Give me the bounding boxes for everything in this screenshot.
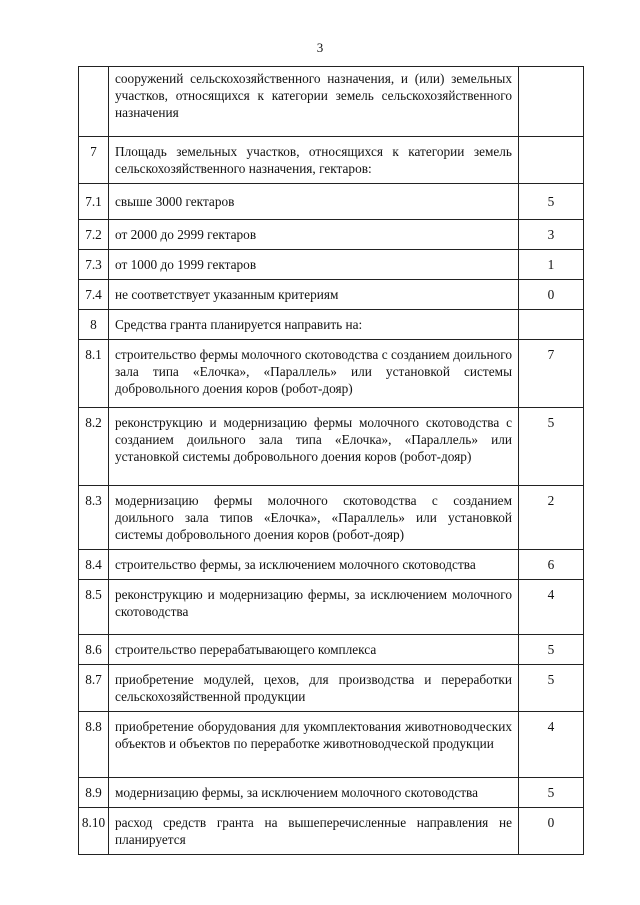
row-text: модернизацию фермы молочного скотоводства с созданием доильного зала типов «Елочка», «Параллель» или установкой системы добровольного доения коров (робот-дояр): [109, 486, 519, 550]
row-number: 8.5: [79, 580, 109, 635]
table-row: [79, 778, 584, 808]
row-text: сооружений сельскохозяйственного назначения, и (или) земельных участков, относящихся к категории земель сельскохозяйственного назначения: [109, 67, 519, 137]
row-text: приобретение модулей, цехов, для производства и переработки сельскохозяйственной продукции: [109, 665, 519, 712]
table-row: [79, 184, 584, 220]
row-number: [79, 67, 109, 137]
table-row: [79, 635, 584, 665]
row-score: 5: [519, 778, 584, 808]
row-number: 8.3: [79, 486, 109, 550]
row-number: 7.2: [79, 220, 109, 250]
row-text: от 2000 до 2999 гектаров: [109, 220, 519, 250]
table-row: [79, 486, 584, 550]
row-text: реконструкцию и модернизацию фермы молочного скотоводства с созданием доильного зала типа «Елочка», «Параллель» или установкой системы добровольного доения коров (робот-дояр): [109, 408, 519, 486]
table-row: [79, 220, 584, 250]
row-number: 7.1: [79, 184, 109, 220]
table-row: [79, 808, 584, 855]
page-number: 3: [316, 40, 324, 55]
row-score: 5: [519, 665, 584, 712]
row-text: реконструкцию и модернизацию фермы, за исключением молочного скотоводства: [109, 580, 519, 635]
row-number: 8.2: [79, 408, 109, 486]
row-text: строительство фермы молочного скотоводства с созданием доильного зала типа «Елочка», «Параллель» или установкой системы добровольного доения коров (робот-дояр): [109, 340, 519, 408]
row-score: [519, 137, 584, 184]
row-score: 3: [519, 220, 584, 250]
row-number: 8.9: [79, 778, 109, 808]
row-score: [519, 67, 584, 137]
row-text: от 1000 до 1999 гектаров: [109, 250, 519, 280]
row-number: 7: [79, 137, 109, 184]
row-score: 0: [519, 280, 584, 310]
table-row: [79, 280, 584, 310]
table-row: [79, 580, 584, 635]
row-number: 8.8: [79, 712, 109, 778]
table-row: [79, 712, 584, 778]
row-text: расход средств гранта на вышеперечисленные направления не планируется: [109, 808, 519, 855]
row-number: 8: [79, 310, 109, 340]
row-score: 5: [519, 184, 584, 220]
table-row: [79, 408, 584, 486]
row-text: модернизацию фермы, за исключением молочного скотоводства: [109, 778, 519, 808]
row-number: 7.3: [79, 250, 109, 280]
row-score: 5: [519, 635, 584, 665]
row-text: приобретение оборудования для укомплектования животноводческих объектов и объектов по переработке животноводческой продукции: [109, 712, 519, 778]
row-score: 5: [519, 408, 584, 486]
table-row: [79, 310, 584, 340]
row-score: 2: [519, 486, 584, 550]
row-score: 4: [519, 712, 584, 778]
table-row: [79, 250, 584, 280]
table-row: [79, 137, 584, 184]
row-number: 8.6: [79, 635, 109, 665]
row-text: строительство перерабатывающего комплекса: [109, 635, 519, 665]
row-text: свыше 3000 гектаров: [109, 184, 519, 220]
row-score: 6: [519, 550, 584, 580]
row-number: 8.1: [79, 340, 109, 408]
row-text: Площадь земельных участков, относящихся к категории земель сельскохозяйственного назначения, гектаров:: [109, 137, 519, 184]
row-number: 8.10: [79, 808, 109, 855]
table-row: [79, 67, 584, 137]
row-text: строительство фермы, за исключением молочного скотоводства: [109, 550, 519, 580]
row-score: 4: [519, 580, 584, 635]
row-text: не соответствует указанным критериям: [109, 280, 519, 310]
row-text: Средства гранта планируется направить на:: [109, 310, 519, 340]
table-row: [79, 340, 584, 408]
row-score: 0: [519, 808, 584, 855]
row-number: 7.4: [79, 280, 109, 310]
table-row: [79, 665, 584, 712]
row-number: 8.4: [79, 550, 109, 580]
row-score: 1: [519, 250, 584, 280]
row-number: 8.7: [79, 665, 109, 712]
row-score: [519, 310, 584, 340]
table-row: [79, 550, 584, 580]
criteria-table: [78, 66, 584, 855]
row-score: 7: [519, 340, 584, 408]
